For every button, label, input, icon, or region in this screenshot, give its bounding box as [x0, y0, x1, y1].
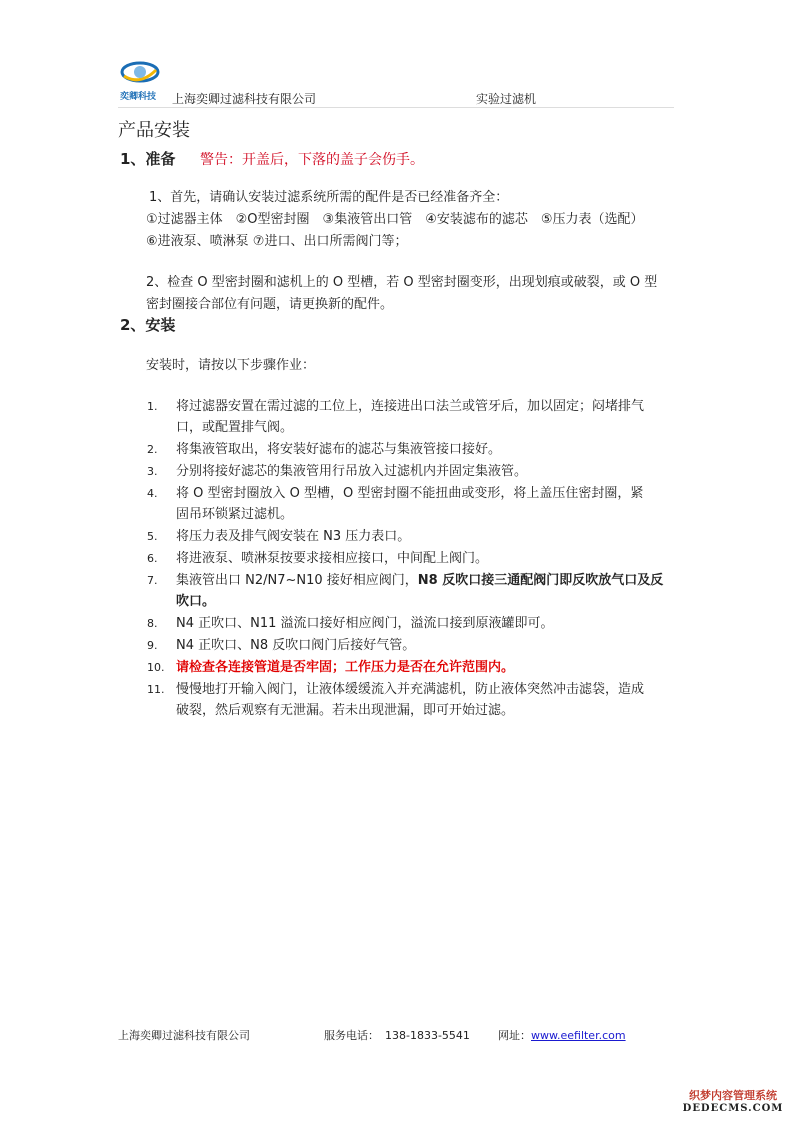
watermark-line2: DEDECMS.COM: [682, 1103, 784, 1114]
step-text-bold: N8 反吹口接三通配阀门即反吹放气口及反: [417, 573, 664, 588]
footer-web: [498, 1027, 626, 1043]
step-number: 4.: [147, 487, 158, 500]
header-product: 实验过滤机: [476, 92, 537, 106]
step-item: [147, 635, 687, 656]
step-item: [147, 396, 687, 438]
step-line: 将过滤器安置在需过滤的工位上，连接进出口法兰或管牙后，加以固定；闷堵排气: [176, 399, 645, 414]
step-item: [147, 613, 687, 634]
phone-number: 138-1833-5541: [385, 1029, 470, 1042]
footer-company: 上海奕卿过滤科技有限公司: [118, 1029, 250, 1042]
prep-paragraph-1: [146, 187, 686, 253]
step-line: 破裂，然后观察有无泄漏。若未出现泄漏，即可开始过滤。: [176, 703, 515, 718]
step-line: 将 O 型密封圈放入 O 型槽，O 型密封圈不能扭曲或变形，将上盖压住密封圈，紧: [176, 486, 644, 501]
watermark-line1: 织梦内容管理系统: [689, 1089, 777, 1102]
step-number: 2.: [147, 443, 158, 456]
step-line: N4 正吹口、N11 溢流口接好相应阀门，溢流口接到原液罐即可。: [176, 616, 554, 631]
prep-line: 1、首先，请确认安装过滤系统所需的配件是否已经准备齐全：: [149, 190, 509, 205]
header-company: 上海奕卿过滤科技有限公司: [172, 92, 317, 106]
prep-line: 2、检查 O 型密封圈和滤机上的 O 型槽，若 O 型密封圈变形，出现划痕或破裂，或 O 型: [146, 275, 658, 290]
phone-label: 服务电话：: [324, 1029, 379, 1042]
step-line: 分别将接好滤芯的集液管用行吊放入过滤机内并固定集液管。: [176, 464, 528, 479]
step-number: 8.: [147, 617, 158, 630]
step-line: 口，或配置排气阀。: [176, 420, 294, 435]
step-item: [147, 657, 687, 678]
step-number: 5.: [147, 530, 158, 543]
step-number: 6.: [147, 552, 158, 565]
website-link[interactable]: www.eefilter.com: [531, 1029, 626, 1042]
warning-text: 警告：开盖后，下落的盖子会伤手。: [200, 152, 424, 168]
step-number: 11.: [147, 683, 165, 696]
step-item: [147, 548, 687, 569]
prep-line: 密封圈接合部位有问题，请更换新的配件。: [146, 297, 394, 312]
footer-phone: [324, 1027, 470, 1043]
header-divider: [118, 107, 674, 108]
step-line: 将进液泵、喷淋泵按要求接相应接口，中间配上阀门。: [176, 551, 489, 566]
install-intro: 安装时，请按以下步骤作业：: [146, 358, 316, 373]
prep-paragraph-2: [146, 272, 686, 316]
step-item: [147, 570, 687, 612]
step-item: [147, 483, 687, 525]
logo-text: 奕卿科技: [120, 92, 157, 102]
step-item: [147, 526, 687, 547]
web-label: 网址：: [498, 1029, 531, 1042]
step-number: 9.: [147, 639, 158, 652]
watermark: [680, 1087, 786, 1114]
step-number: 1.: [147, 400, 158, 413]
step-item: [147, 679, 687, 721]
step-line: 固吊环锁紧过滤机。: [176, 507, 294, 522]
section2-heading: 2、安装: [120, 316, 176, 334]
page-title: 产品安装: [118, 120, 190, 141]
step-text-bold: 吹口。: [176, 594, 216, 609]
step-number: 10.: [147, 661, 165, 674]
step-number: 3.: [147, 465, 158, 478]
step-line: N4 正吹口、N8 反吹口阀门后接好气管。: [176, 638, 416, 653]
step-number: 7.: [147, 574, 158, 587]
prep-line: ⑥进液泵、喷淋泵 ⑦进口、出口所需阀门等；: [146, 234, 408, 249]
step-line: 将集液管取出，将安装好滤布的滤芯与集液管接口接好。: [176, 442, 502, 457]
step-text: 集液管出口 N2/N7~N10 接好相应阀门，: [176, 573, 418, 588]
step-line: 将压力表及排气阀安装在 N3 压力表口。: [176, 529, 411, 544]
step-line: 慢慢地打开输入阀门，让液体缓缓流入并充满滤机，防止液体突然冲击滤袋，造成: [176, 682, 645, 697]
install-steps: [147, 396, 687, 722]
prep-line: ①过滤器主体 ②O型密封圈 ③集液管出口管 ④安装滤布的滤芯 ⑤压力表（选配）: [146, 212, 644, 227]
step-item: [147, 439, 687, 460]
section1-heading: 1、准备: [120, 150, 176, 168]
step-item: [147, 461, 687, 482]
step-line: [176, 570, 687, 591]
step-warning-line: 请检查各连接管道是否牢固；工作压力是否在允许范围内。: [176, 660, 515, 675]
